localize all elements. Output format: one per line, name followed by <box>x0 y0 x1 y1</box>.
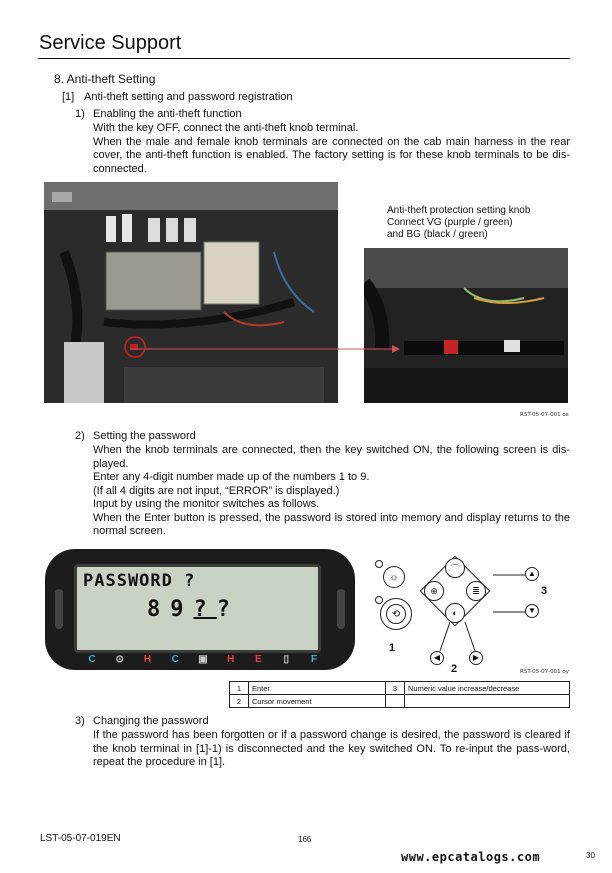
table-row <box>230 682 570 695</box>
footer-sheet-number: 30 <box>586 851 595 860</box>
callout-line: Anti-theft protection setting knob <box>387 205 531 216</box>
monitor-side-tab <box>337 589 345 629</box>
enter-icon: ⟲ <box>386 604 406 624</box>
fuel-full-indicator: F <box>310 653 318 665</box>
item-1-title: Enabling the anti-theft function <box>93 108 242 120</box>
callout-label-2: 2 <box>451 663 458 675</box>
figure-1-code: RST-05-07-001 ox <box>520 412 569 418</box>
subsection-title: Anti-theft setting and password registration <box>84 91 293 103</box>
washer-button[interactable]: ◐ <box>445 603 465 623</box>
cab-harness-photo-art <box>44 182 338 403</box>
table-cell: Cursor movement <box>249 695 386 708</box>
cursor-left-arrow-button[interactable]: ◀ <box>430 651 444 665</box>
subsection-heading <box>62 91 293 103</box>
item-2-para: Enter any 4-digit number made up of the numbers 1 to 9. <box>93 471 370 483</box>
item-1-para: When the male and female knob terminals are connected on the cab main harness in the rear cover, the anti-theft function is enabled. The factory setting is for these knob terminals to be dis-connected. <box>93 135 570 175</box>
lcd-screen <box>74 564 321 653</box>
item-3-para: If the password has been forgotten or if a password change is desired, the password is cleared if the knob terminal in [1]-1) is disconnected and the key switched ON. To re-input the pass-word, repeat the procedure in [1]. <box>93 729 570 768</box>
page-title: Service Support <box>39 32 182 54</box>
knob-terminal-closeup-photo <box>364 248 568 403</box>
item-3-number: 3) <box>75 715 85 727</box>
item-2-para: Input by using the monitor switches as follows. <box>93 498 320 510</box>
wiper-button[interactable]: ⌒ <box>445 558 465 578</box>
fuel-pump-icon: ▯ <box>283 653 289 665</box>
footer-website-link[interactable]: www.epcatalogs.com <box>401 850 541 864</box>
callout-line: Connect VG (purple / green) <box>387 217 513 228</box>
cursor-left-button[interactable]: ⊕ <box>424 581 444 601</box>
section-heading: 8. Anti-theft Setting <box>54 72 156 86</box>
callout-line: and BG (black / green) <box>387 229 488 240</box>
indicator-strip <box>83 651 323 667</box>
item-2-para: (If all 4 digits are not input, “ERROR” is displayed.) <box>93 484 340 497</box>
lcd-password-digits <box>147 597 240 622</box>
coolant-temp-icon: ⊙ <box>115 653 124 665</box>
indicator-lamp-icon <box>375 560 383 568</box>
item-1-body <box>93 122 570 176</box>
switch-legend-table <box>229 681 570 708</box>
item-2-body <box>93 444 570 539</box>
item-3-title: Changing the password <box>93 715 209 727</box>
item-3-heading <box>75 715 209 727</box>
knob-callout <box>387 205 530 241</box>
item-3-body <box>93 729 570 770</box>
figure-2-code: RST-05-07-001 oy <box>520 669 569 675</box>
callout-label-3: 3 <box>541 585 548 597</box>
table-cell: 2 <box>230 695 249 708</box>
fuel-empty-indicator: E <box>255 653 262 665</box>
cab-harness-photo <box>44 182 338 403</box>
cursor-right-arrow-button[interactable]: ▶ <box>469 651 483 665</box>
switch-leader-lines <box>430 560 540 670</box>
value-decrease-button[interactable]: ▼ <box>525 604 539 618</box>
monitor-display <box>45 549 355 670</box>
table-cell: Enter <box>249 682 386 695</box>
indicator-lamp-icon <box>375 596 383 604</box>
enter-button[interactable] <box>380 598 412 630</box>
callout-arrow <box>130 340 400 360</box>
password-digit-cursor: ? <box>193 597 217 622</box>
item-2-para: When the knob terminals are connected, then the key switched ON, the following screen is dis-played. <box>93 444 570 470</box>
footer-doc-number: LST-05-07-019EN <box>40 833 121 844</box>
callout-label-1: 1 <box>389 642 396 654</box>
item-1-number: 1) <box>75 108 85 120</box>
password-digit: ? <box>216 597 240 622</box>
coolant-cold-indicator: C <box>88 653 96 665</box>
table-cell: 3 <box>386 682 405 695</box>
item-2-para: When the Enter button is pressed, the password is stored into memory and display returns to the normal screen. <box>93 511 570 537</box>
item-2-number: 2) <box>75 430 85 442</box>
monitor-side-tab <box>55 589 63 629</box>
hydraulic-hot-indicator: H <box>227 653 235 665</box>
table-cell: 1 <box>230 682 249 695</box>
item-2-heading <box>75 430 196 442</box>
password-digit: 9 <box>170 597 194 622</box>
numeric-select-button[interactable]: ≣ <box>466 581 486 601</box>
table-cell <box>405 695 570 708</box>
knob-terminal-closeup-art <box>364 248 568 403</box>
work-light-button[interactable]: ☼ <box>383 566 405 588</box>
table-row <box>230 695 570 708</box>
item-2-title: Setting the password <box>93 430 196 442</box>
item-1-para: With the key OFF, connect the anti-theft knob terminal. <box>93 122 359 134</box>
lcd-password-prompt: PASSWORD ? <box>83 571 196 591</box>
subsection-number: [1] <box>62 91 75 103</box>
password-digit: 8 <box>147 597 171 622</box>
table-cell <box>386 695 405 708</box>
hydraulic-temp-icon: ▣ <box>198 653 208 665</box>
coolant-hot-indicator: H <box>143 653 152 665</box>
table-cell: Numeric value increase/decrease <box>405 682 570 695</box>
value-increase-button[interactable]: ▲ <box>525 567 539 581</box>
hydraulic-cold-indicator: C <box>171 653 179 665</box>
footer-page-number: 166 <box>298 835 312 844</box>
item-1-heading <box>75 108 242 120</box>
header-divider <box>38 58 570 59</box>
